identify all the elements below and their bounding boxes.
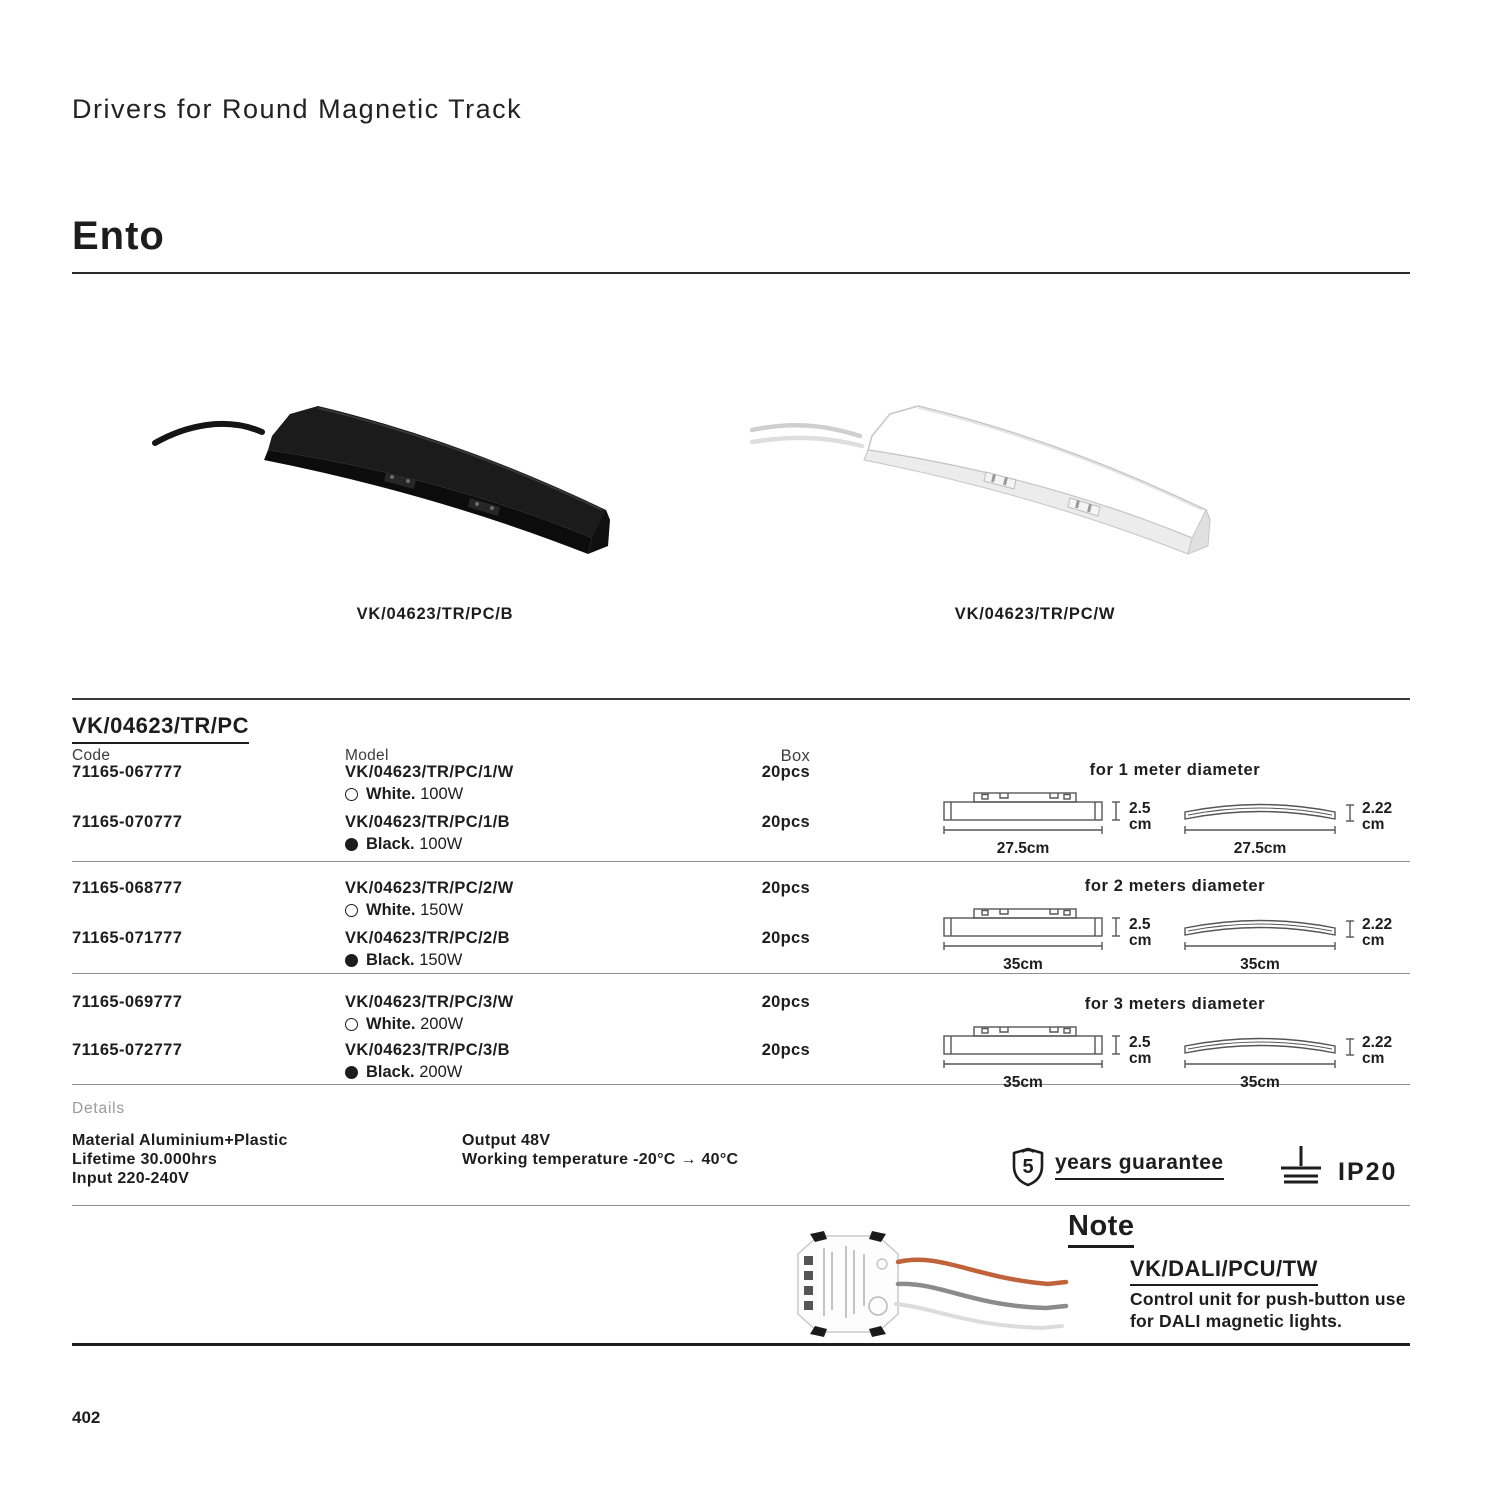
diagram-group-3m [930, 995, 1420, 1091]
dim-height-unit: cm [1362, 1050, 1385, 1067]
control-unit-photo [790, 1226, 1080, 1344]
guarantee-label: years guarantee [1055, 1151, 1224, 1180]
detail-output: Output 48V [462, 1132, 551, 1149]
table-cell-model: VK/04623/TR/PC/1/W [345, 763, 514, 781]
note-product-code: VK/DALI/PCU/TW [1130, 1256, 1318, 1286]
detail-temperature: Working temperature -20°C → 40°C [462, 1151, 739, 1168]
finish-wattage: 150W [419, 951, 463, 969]
dimension-diagram [930, 1019, 1420, 1095]
black-swatch-icon [345, 838, 358, 851]
dim-width-label: 35cm [1240, 956, 1280, 973]
table-cell-model: VK/04623/TR/PC/2/B [345, 929, 510, 947]
dim-height-value: 2.5 [1129, 1034, 1151, 1051]
black-swatch-icon [345, 1066, 358, 1079]
screw-dot [490, 506, 494, 510]
white-swatch-icon [345, 788, 358, 801]
ip-rating: IP20 [1338, 1158, 1398, 1186]
finish-name: Black. [366, 1063, 415, 1081]
column-header-box: Box [780, 747, 810, 765]
column-header-model: Model [345, 747, 389, 764]
category-title: Drivers for Round Magnetic Track [72, 94, 523, 124]
finish-wattage: 200W [419, 1063, 463, 1081]
table-cell-code: 71165-072777 [72, 1041, 183, 1059]
diagram-group-1m [930, 761, 1420, 857]
finish-name: White. [366, 785, 416, 803]
table-cell-box: 20pcs [761, 813, 810, 831]
note-description-line2: for DALI magnetic lights. [1130, 1311, 1343, 1331]
divider [72, 698, 1410, 700]
diagram-title: for 3 meters diameter [1084, 995, 1266, 1013]
dim-height-value: 2.22 [1362, 800, 1393, 817]
note-description-line1: Control unit for push-button use [1130, 1289, 1406, 1309]
dim-height-unit: cm [1129, 1050, 1152, 1067]
dim-width-label: 35cm [1240, 1074, 1280, 1091]
table-cell-box: 20pcs [761, 929, 810, 947]
cable [155, 424, 262, 443]
table-cell-code: 71165-068777 [72, 879, 183, 897]
page-number: 402 [72, 1408, 101, 1427]
dim-width-label: 27.5cm [996, 840, 1050, 857]
dim-height-value: 2.22 [1362, 916, 1393, 933]
product-caption-white: VK/04623/TR/PC/W [954, 605, 1116, 623]
detail-input: Input 220-240V [72, 1170, 190, 1187]
table-cell-code: 71165-070777 [72, 813, 183, 831]
details-label: Details [72, 1100, 125, 1117]
guarantee-years: 5 [1022, 1156, 1034, 1178]
finish-name: Black. [366, 835, 415, 853]
finish-name: White. [366, 1015, 416, 1033]
white-swatch-icon [345, 1018, 358, 1031]
white-swatch-icon [345, 904, 358, 917]
product-photo-white [740, 388, 1260, 568]
table-cell-model: VK/04623/TR/PC/2/W [345, 879, 514, 897]
finish-wattage: 100W [419, 835, 463, 853]
divider [72, 272, 1410, 274]
screw-dot [475, 502, 479, 506]
table-cell-code: 71165-067777 [72, 763, 183, 781]
dim-height-value: 2.22 [1362, 1034, 1393, 1051]
guarantee-shield-icon [1008, 1146, 1048, 1188]
finish-wattage: 200W [420, 1015, 464, 1033]
table-cell-box: 20pcs [761, 763, 810, 781]
column-header-code: Code [72, 747, 111, 764]
bottom-divider [72, 1343, 1410, 1346]
diagram-title: for 2 meters diameter [1084, 877, 1266, 895]
dimension-diagram [930, 785, 1420, 861]
finish-cell [345, 785, 463, 804]
page-title: Ento [72, 214, 165, 258]
finish-name: Black. [366, 951, 415, 969]
dim-width-label: 35cm [1003, 1074, 1043, 1091]
dim-height-unit: cm [1362, 816, 1385, 833]
table-cell-code: 71165-071777 [72, 929, 183, 947]
dim-height-unit: cm [1129, 816, 1152, 833]
finish-cell [345, 1015, 463, 1034]
dimension-diagram [930, 901, 1420, 977]
table-cell-model: VK/04623/TR/PC/3/W [345, 993, 514, 1011]
dim-width-label: 35cm [1003, 956, 1043, 973]
detail-lifetime: Lifetime 30.000hrs [72, 1151, 218, 1168]
table-cell-box: 20pcs [761, 879, 810, 897]
note-heading: Note [1068, 1210, 1134, 1248]
table-cell-code: 71165-069777 [72, 993, 183, 1011]
finish-name: White. [366, 901, 416, 919]
product-caption-black: VK/04623/TR/PC/B [356, 605, 514, 623]
wire [752, 438, 862, 446]
wire [752, 425, 860, 436]
group-divider [72, 861, 1410, 862]
dim-height-unit: cm [1129, 932, 1152, 949]
dim-height-value: 2.5 [1129, 800, 1151, 817]
finish-cell [345, 1063, 462, 1082]
product-photo-black [140, 388, 660, 568]
divider [72, 1205, 1410, 1206]
diagram-group-2m [930, 877, 1420, 973]
note-description [1130, 1288, 1406, 1332]
finish-cell [345, 901, 463, 920]
finish-cell [345, 835, 462, 854]
diagram-title: for 1 meter diameter [1089, 761, 1261, 779]
finish-wattage: 150W [420, 901, 464, 919]
dim-height-value: 2.5 [1129, 916, 1151, 933]
screw-dot [390, 475, 394, 479]
finish-wattage: 100W [420, 785, 464, 803]
screw-dot [406, 479, 410, 483]
table-cell-box: 20pcs [761, 993, 810, 1011]
table-cell-model: VK/04623/TR/PC/1/B [345, 813, 510, 831]
table-cell-box: 20pcs [761, 1041, 810, 1059]
black-swatch-icon [345, 954, 358, 967]
dim-width-label: 27.5cm [1233, 840, 1287, 857]
dim-height-unit: cm [1362, 932, 1385, 949]
finish-cell [345, 951, 462, 970]
detail-material: Material Aluminium+Plastic [72, 1132, 288, 1149]
section-heading: VK/04623/TR/PC [72, 713, 249, 744]
driver-body-top [268, 406, 610, 538]
ground-icon [1278, 1144, 1324, 1188]
table-cell-model: VK/04623/TR/PC/3/B [345, 1041, 510, 1059]
